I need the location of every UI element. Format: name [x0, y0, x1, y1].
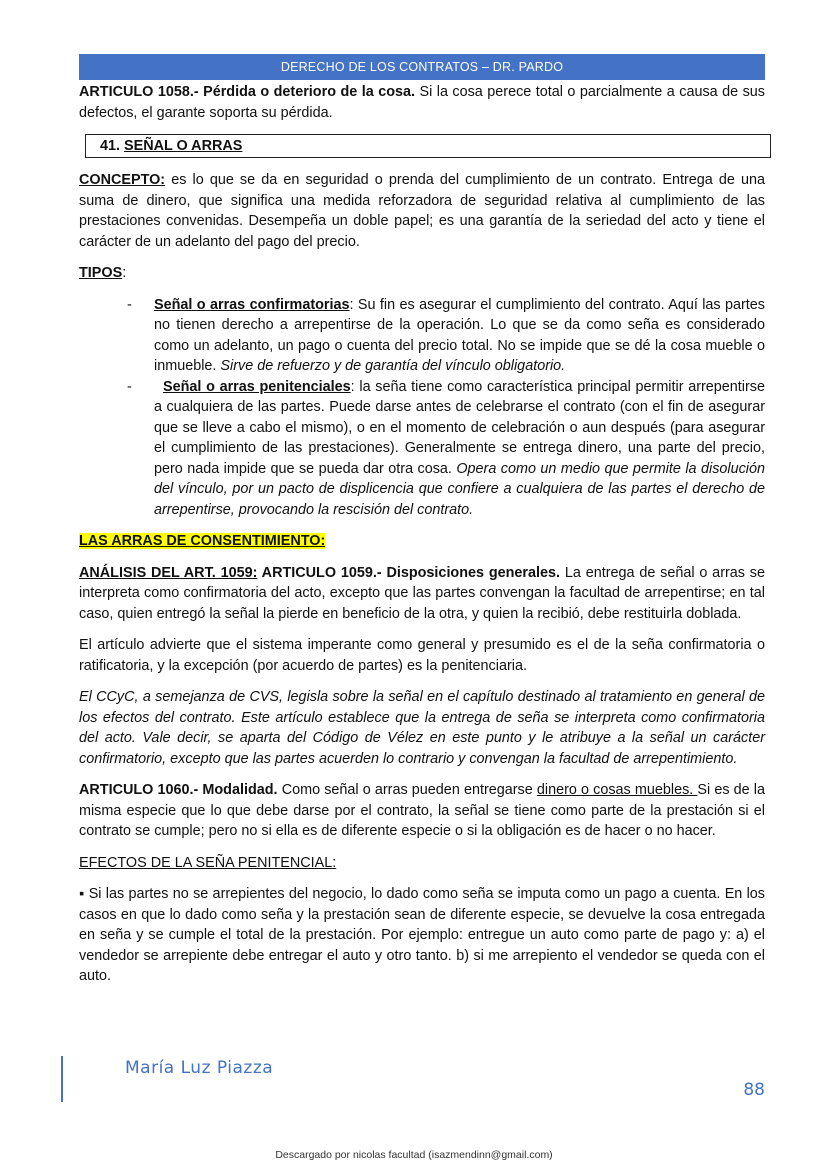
article-1058 — [79, 82, 765, 123]
tipos-heading — [79, 263, 765, 284]
list-item-text: : Su fin es asegurar el cumplimiento del contrato. Aquí las partes no tienen derecho a arrepentirse de la operación. Lo que se da como seña es considerado como un adelanto, un pago o cuenta del precio total. No se impide que se dé la cosa mueble o inmueble. — [154, 296, 765, 374]
list-item-italic: Opera como un medio que permite la disolución del vínculo, por un pacto de displicencia que confiere a cualquiera de las partes el derecho de arrepentirse, provocando la rescisión del contrato. — [154, 460, 765, 518]
efectos-text: Si las partes no se arrepientes del negocio, lo dado como seña se imputa como un pago a cuenta. En los casos en que lo dado como seña y la prestación sean de diferente especie, se devuelve la cosa entregada en seña y se cumple el total de la prestación. Por ejemplo: entregue un auto como parte de pago y: a) el vendedor se arrepiente debe entregar el auto y otro tanto. b) si me arrepiento el vendedor se queda con el auto. — [79, 886, 765, 984]
tipos-list — [79, 295, 765, 521]
dash-bullet: - — [127, 378, 132, 395]
running-header: DERECHO DE LOS CONTRATOS – DR. PARDO — [79, 54, 765, 80]
section-title: SEÑAL O ARRAS — [124, 138, 243, 154]
article-1060-text-2: Si es de la misma especie que lo que debe darse por el contrato, la señal se tiene como parte de la prestación si el contrato se cumple; pero no si ella es de diferente especie o si la obligación es de hacer o no hacer. — [79, 782, 766, 839]
list-item-title: Señal o arras confirmatorias — [154, 296, 350, 313]
section-number: 41. — [100, 138, 125, 154]
efectos-title: EFECTOS DE LA SEÑA PENITENCIAL: — [79, 854, 337, 871]
article-1059-text: La entrega de señal o arras se interpreta como confirmatoria del acto, excepto que las partes convengan la facultad de arrepentirse; en tal caso, quien entregó la señal la pierde en beneficio de la otra, y quien la recibió, debe restituirla doblada. — [79, 564, 765, 622]
analisis-paragraph — [79, 563, 765, 625]
highlighted-title: LAS ARRAS DE CONSENTIMIENTO: — [79, 533, 326, 549]
footer-author: María Luz Piazza — [125, 1058, 274, 1078]
tipos-colon: : — [122, 265, 127, 281]
dash-bullet: - — [127, 296, 132, 313]
list-item-title: Señal o arras penitenciales — [163, 378, 351, 395]
analisis-label: ANÁLISIS DEL ART. 1059: — [79, 564, 258, 581]
square-bullet-icon: ▪ — [79, 886, 85, 902]
article-1060-text-1: Como señal o arras pueden entregarse — [277, 782, 537, 798]
list-item-text: : la seña tiene como característica principal permitir arrepentirse a cualquiera de las partes. Puede darse antes de celebrarse el contrato (con el fin de asegurar que se lleve a cabo el mismo), o en el momento de celebración o aun después (para asegurar el cumplimiento de las prestaciones). Generalmente se entrega dinero, una parte del precio, pero nada impide que se pueda dar otra cosa. — [154, 378, 765, 477]
download-note: Descargado por nicolas facultad (isazmendinn@gmail.com) — [275, 1149, 553, 1161]
efectos-paragraph — [79, 884, 765, 987]
sistema-paragraph: El artículo advierte que el sistema imperante como general y presumido es el de la seña confirmatoria o ratificatoria, y la excepción (por acuerdo de partes) es la penitenciaria. — [79, 637, 765, 674]
efectos-heading — [79, 853, 765, 874]
tipos-label: TIPOS — [79, 265, 123, 281]
article-1060-label: ARTICULO 1060.- Modalidad. — [79, 782, 278, 798]
arras-consentimiento-heading — [79, 531, 765, 552]
concepto-label: CONCEPTO: — [79, 172, 166, 188]
article-1058-label: ARTICULO 1058.- Pérdida o deterioro de la cosa. — [79, 84, 415, 100]
page-number: 88 — [743, 1080, 765, 1100]
list-item-penitenciales — [79, 377, 765, 521]
article-1059-label: ARTICULO 1059.- Disposiciones generales. — [257, 564, 561, 581]
document-body — [79, 82, 765, 998]
concepto-paragraph — [79, 170, 765, 252]
article-1060 — [79, 780, 765, 842]
list-item-confirmatorias — [79, 295, 765, 377]
ccyc-paragraph: El CCyC, a semejanza de CVS, legisla sobre la señal en el capítulo destinado al tratamiento en general de los efectos del contrato. Este artículo establece que la entrega de seña se interpreta como confirmatoria del acto. Vale decir, se aparta del Código de Vélez en este punto y le atribuye a la señal un carácter confirmatorio, excepto que las partes acuerden lo contrario y convengan la facultad de arrepentimiento. — [79, 689, 765, 767]
footer-divider — [61, 1056, 63, 1102]
article-1058-text: Si la cosa perece total o parcialmente a causa de sus defectos, el garante soporta su pérdida. — [79, 84, 765, 121]
section-heading-box — [85, 134, 771, 158]
concepto-text: es lo que se da en seguridad o prenda del cumplimiento de un contrato. Entrega de una suma de dinero, que significa una medida reforzadora de seguridad relativa al cumplimiento de las prestaciones convenidas. Desempeña un doble papel; es una garantía de la seriedad del acto y tiene el carácter de un adelanto del pago del precio. — [79, 172, 765, 250]
list-item-italic: Sirve de refuerzo y de garantía del vínculo obligatorio. — [220, 358, 566, 374]
article-1060-underlined: dinero o cosas muebles. — [536, 782, 698, 798]
